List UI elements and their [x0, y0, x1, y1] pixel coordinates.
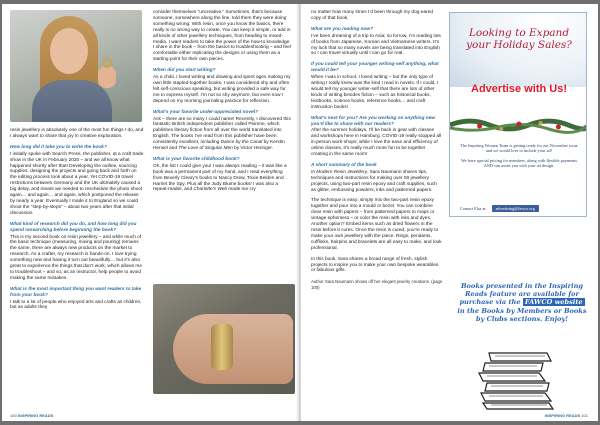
ad-title: Looking to Expand your Holiday Sales?	[466, 27, 572, 51]
photo-body	[32, 80, 112, 122]
folio-label: INSPIRING READS	[544, 413, 581, 418]
berry	[517, 122, 522, 127]
ad-body	[460, 143, 578, 173]
page-folio	[545, 413, 588, 418]
answer-paragraph: I talk to a lot of people who enjoyed arts and crafts as children, but as adults they	[10, 299, 142, 311]
promo-text	[457, 282, 587, 323]
book-title: Dance by the Canal	[220, 140, 263, 146]
book-spine	[479, 373, 545, 381]
advertise-box	[449, 12, 587, 217]
question-heading: What’s next for you? Are you working on anything new you’d like to share with our readers?	[311, 115, 436, 127]
berry	[477, 124, 482, 129]
answer-text: by Kerstin Hensel and	[153, 140, 285, 152]
question-heading: What’s your favorite under-appreciated novel?	[153, 109, 258, 115]
question-heading: What are you reading now?	[311, 26, 374, 32]
answer-paragraph	[311, 170, 443, 194]
question-heading: How long did it take you to write the book?	[10, 144, 107, 150]
question-heading: When did you start writing?	[153, 68, 216, 74]
answer-paragraph: As a child, I loved writing and drawing and spent ages making my own little stapled-together books. I was considered shy and often felt self-conscious speaking, but writing provided a safe way for me to express myself. I’m not so shy anymore, but even now I depend on my morning journaling practice for reflection.	[153, 75, 291, 104]
answer-paragraph: The technique is easy: simply mix the two-part resin epoxy together and pour into a mould or bezel. You can combine clear resin with papers – from patterned papers to maps or vintage ephemera – or color the resin with inks and dyes. Another option? Embed items such as dried flowers in the resin before it cures. Once the resin is cured, you’re ready to make your own jewellery with the piece. Rings, pendants, cufflinks, hairpins and bracelets are all easy to make, and look professional.	[311, 198, 442, 251]
left-column-2	[153, 10, 291, 198]
answer-paragraph: In this book, Sara shares a broad range of fresh, stylish projects to inspire you to make your own bespoke wearables or fabulous gifts.	[311, 256, 439, 274]
photo-ring	[102, 58, 112, 68]
answer-text: , Sara Naumann shares tips, techniques and instructions for making over 50 jewellery projects, using two-part resin epoxy and craft supplies, such as glitter, embossing powders, inks and patterned papers.	[311, 169, 437, 193]
ad-body-text: We have special pricing for members, along with flexible payments AND can assist you with your ad design.	[460, 157, 578, 169]
book-spine	[481, 393, 551, 401]
answer-paragraph: After the summer holidays, I’ll be back in gear with classes and workshops here in Hamburg. COVID-19 really stopped all in-person work-shops; while I love the ease and efficiency of online classes, it’s really much more fun to be together creating in the same room!	[311, 128, 442, 158]
answer-paragraph: When I was in school, I loved writing – but the only type of writing I really knew was the kind I read in novels. If I could, I would tell my younger writer-self that there are lots of other kinds of writing besides fiction – such as historical books, textbooks, science books, reference books… and craft instruction books!	[311, 75, 439, 110]
photo-hand	[98, 66, 116, 88]
author-photo	[10, 10, 142, 122]
answer-paragraph: no matter how many times I’d been through my dog-eared copy of that book.	[311, 10, 433, 21]
left-column-1	[10, 128, 144, 316]
book-title: Charlotte’s Web	[193, 187, 228, 193]
page-number: 101	[581, 413, 588, 418]
question-heading: What is your favorite childhood book?	[153, 156, 240, 162]
answer-paragraph: This is my second book on resin jewellery – and while much of the basic technique (measuring, mixing and pouring) remains the same, there are always new products on the market to research. As a crafter, my research is hands-on. I love trying something new and having it turn out beautifully… but it’s also great to experience the things that don’t work, which allows me to troubleshoot – and so, as an instructor, help people to avoid making the same mistakes.	[10, 234, 143, 281]
answer-text: Ack – there are so many I could name! Recently, I discovered this fantastic British independent publisher called Peirene, which publishes literary fiction from all over the world translated into English. The books I’ve read from this publisher have been consistently excellent, including	[153, 116, 291, 146]
left-page	[2, 4, 299, 421]
answer-text: by Victor Heringer.	[232, 146, 274, 152]
ad-cta: Advertise with Us!	[471, 83, 567, 95]
promo-line: Books presented in the Inspiring Reads feature are available for purchase via the	[459, 282, 584, 307]
folio-label: INSPIRING READS	[17, 413, 54, 418]
question-heading: What is the most important thing you want readers to take from your book?	[10, 286, 142, 298]
promo-line: in the Books by Members or Books by Clubs sections. Enjoy!	[457, 306, 587, 323]
answer-text: made me cry	[227, 187, 256, 193]
right-column-1	[311, 10, 443, 290]
book-spine	[483, 363, 543, 371]
book-spine	[483, 403, 553, 409]
book-title: In Modern Resin Jewellery	[311, 169, 367, 175]
intro-paragraph: resin jewellery is absolutely one of the most fun things I do, and I always want to share that joy in creative exploration.	[10, 128, 144, 139]
page-folio	[10, 413, 53, 418]
question-heading: What kind of research did you do, and how long did you spend researching before beginning the book?	[10, 221, 137, 233]
answer-paragraph: consider themselves “uncreative.” Sometimes, that’s because someone, somewhere along the line, told them they were doing something wrong. With resin, once you know the basics, there really is no wrong way to create. You can keep it simple, or add in all kinds of other jewellery techniques, from beading to mixed-media. I want readers to take the power of the how-to knowledge I share in the book – from the basics to troubleshooting – and feel comfortable either replicating the designs or using them as a starting point for their own pieces.	[153, 10, 291, 63]
photo-fingers	[173, 314, 293, 384]
answer-paragraph: I initially spoke with Search Press, the publisher, at a craft trade show in the UK in February 2020 – and we all know what happened shortly after that! Developing the outline, sourcing supplies, designing the projects and going back and forth on the editing process took about a year. Yet COVID-19 travel restrictions between Germany and the UK ultimately caused a big delay, and meant we needed to reschedule the photo shoot again… and again… and again, which postponed the release by nearly a year. Eventually I made it to England so we could shoot the “step-by-steps” – about two years after that initial discussion.	[10, 151, 144, 216]
answer-paragraph	[153, 117, 291, 152]
ad-contact	[460, 205, 580, 212]
answer-text: Oh, the list I could give you! I was always reading – it was like a book was a permanent part of my hand, and I read everything from Beverly Cleary’s books to Nancy Drew, Trixie Belden and Harriet the Spy. Plus all the Judy Blume books! I was also a repeat-reader, and	[153, 163, 287, 193]
right-page	[301, 4, 598, 421]
answer-paragraph: I’ve been dreaming of a trip to Asia; so forrow, I’m reading lots of books from Japanese, Korean and Vietnamese writers. It’s my luck that so many novels are being translated into English so I can travel virtually until I can go for real.	[311, 33, 441, 57]
question-heading: If you could tell your younger writing-self anything, what would it be?	[311, 62, 439, 74]
contact-email-link[interactable]: advertising@fawco.org	[492, 205, 539, 212]
page-number: 100	[10, 413, 17, 418]
book-spine	[489, 353, 551, 361]
question-heading: A short summary of the book	[311, 162, 377, 168]
pine-garland-image	[450, 113, 586, 137]
photo-face	[50, 28, 88, 74]
book-title: The Love of Singular Men	[178, 146, 233, 152]
pine-cone	[499, 127, 503, 131]
contact-label: Contact Elsa at:	[460, 206, 487, 211]
pine-cone	[539, 121, 543, 125]
photo-caption: Author Sara Naumann shows off her elegant jewelry creations. (page 100)	[311, 279, 443, 290]
photo-ring-band	[211, 324, 233, 370]
answer-paragraph	[153, 164, 291, 194]
book-spine	[485, 383, 549, 391]
ad-body-text: The Inspiring Women Team is getting ready for our November issue and we would love to include your ad!	[460, 143, 578, 154]
ring-photo	[153, 284, 295, 394]
fawco-website-link[interactable]: FAWCO website	[524, 298, 583, 307]
berry	[556, 125, 561, 130]
book-stack-icon	[469, 347, 565, 413]
